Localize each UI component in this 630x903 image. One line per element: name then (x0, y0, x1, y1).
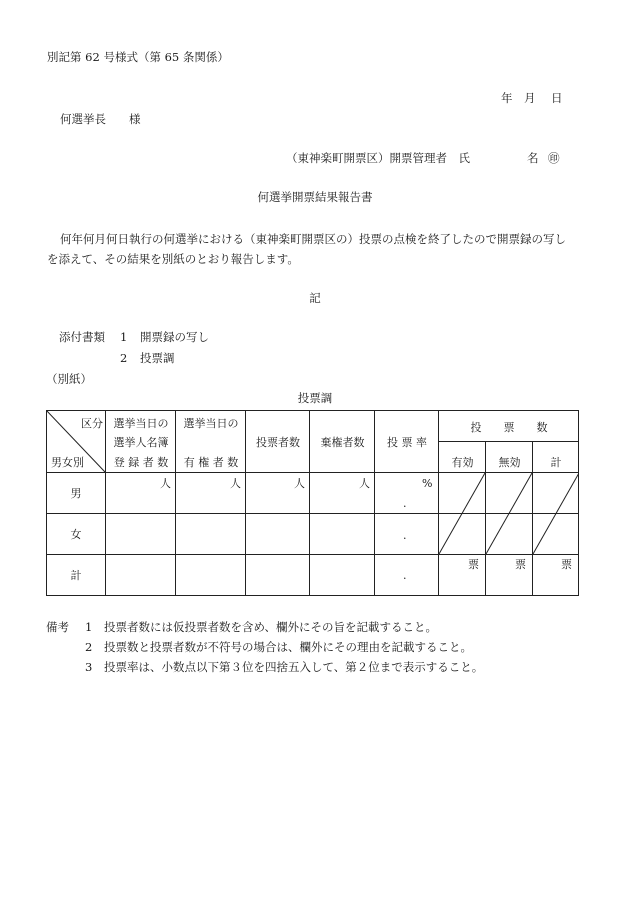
row-total-vote-unit-1: 票 (468, 558, 479, 571)
col1-line1: 選挙当日の (113, 417, 169, 430)
seal-mark: ㊞ (548, 151, 560, 165)
note-text-1: 投票者数には仮投票者数を含め、欄外にその旨を記載すること。 (104, 620, 438, 634)
vote-table (46, 410, 579, 596)
note-num-3: 3 (85, 660, 93, 674)
row-female-dot: . (403, 529, 407, 542)
row-male-unit-2: 人 (230, 477, 241, 490)
col2-line1: 選挙当日の (183, 417, 239, 430)
attachment-text-2: 投票調 (140, 351, 175, 365)
notes-label: 備考 (46, 620, 69, 634)
note-num-1: 1 (85, 620, 93, 634)
attachment-text-1: 開票録の写し (140, 330, 209, 344)
row-male-unit-1: 人 (160, 477, 171, 490)
date-day: 日 (551, 91, 563, 105)
row-total-vote-unit-3: 票 (561, 558, 572, 571)
row-total-vote-unit-2: 票 (515, 558, 526, 571)
corner-top-label: 区分 (81, 417, 103, 430)
corner-bottom-label: 男女別 (51, 456, 84, 469)
row-male-unit-3: 人 (294, 477, 305, 490)
votes-invalid-header: 無効 (498, 456, 521, 469)
attachments-label: 添付書類 (59, 330, 105, 344)
date-month: 月 (524, 91, 536, 105)
body-line-2: を添えて、その結果を別紙のとおり報告します。 (47, 252, 299, 266)
date-year: 年 (501, 91, 513, 105)
sender: （東神楽町開票区）開票管理者 氏 (286, 151, 470, 165)
attachment-num-1: 1 (120, 330, 128, 344)
attachment-num-2: 2 (120, 351, 128, 365)
row-male-pct: % (422, 477, 433, 490)
row-male-label: 男 (70, 487, 82, 500)
addressee: 何選挙長 様 (60, 112, 141, 126)
col4-header: 棄権者数 (320, 436, 365, 449)
body-line-1: 何年何月何日執行の何選挙における（東神楽町開票区の）投票の点検を終了したので開票録の写し (60, 232, 566, 246)
row-male-unit-4: 人 (359, 477, 370, 490)
col2-line3: 有 権 者 数 (183, 456, 239, 469)
sender-name-char: 名 (527, 151, 539, 165)
form-number: 別記第 62 号様式（第 65 条関係） (47, 50, 229, 64)
note-text-3: 投票率は、小数点以下第３位を四捨五入して、第２位まで表示すること。 (104, 660, 484, 674)
col1-line2: 選挙人名簿 (113, 436, 169, 449)
table-caption: 投票調 (297, 391, 333, 405)
note-text-2: 投票数と投票者数が不符号の場合は、欄外にその理由を記載すること。 (104, 640, 472, 654)
votes-total-header: 計 (550, 456, 562, 469)
report-title: 何選挙開票結果報告書 (257, 190, 373, 204)
row-male-dot: . (403, 497, 407, 510)
col3-header: 投票者数 (256, 436, 300, 449)
col5-header: 投 票 率 (387, 436, 427, 449)
note-num-2: 2 (85, 640, 93, 654)
col1-line3: 登 録 者 数 (113, 456, 169, 469)
votes-valid-header: 有効 (451, 456, 474, 469)
votes-header: 投 票 数 (470, 421, 548, 434)
row-female-label: 女 (70, 528, 82, 541)
annex-label: （別紙） (46, 372, 92, 386)
ki-heading: 記 (309, 291, 321, 305)
row-total-dot: . (403, 569, 407, 582)
row-total-label: 計 (70, 569, 82, 582)
